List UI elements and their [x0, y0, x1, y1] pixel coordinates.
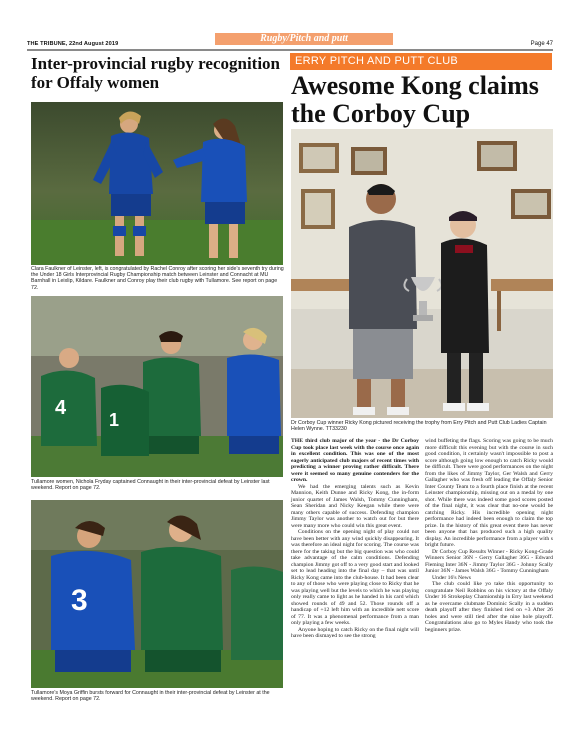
article-paragraph: wind buffeting the flags. Scoring was going to be much more difficult this evening but with the course in such good condition, it certainly wasn't impossible to post a score although going low enough to catch Ricky would be difficult. There were good performances on the night from the likes of Jimmy Taylor, Ger Walsh and Gerry Gallagher who was fresh off leading the Offaly Senior Inter County Team to a fourth place finish at the recent Leinster championship, missing out on a medal by one shot. While there was indeed some good scores posted of the final night, it was clear that no-one would be catching Ricky. His incredible opening night performance had indeed been enough to claim the top prize. In the history of this great event there has never been anyone that has produced such a high quality display. An incredible performance from a player with s bright future.: [425, 438, 553, 548]
section-tab: Rugby/Pitch and putt: [215, 33, 393, 45]
svg-text:4: 4: [55, 397, 67, 419]
left-headline: Inter-provincial rugby recognition for Offaly women: [31, 54, 281, 92]
page-number: Page 47: [530, 41, 553, 47]
svg-text:1: 1: [109, 410, 120, 430]
header-rule: [27, 49, 553, 51]
photo-griffin-forward: [31, 500, 283, 688]
article-column-1: [291, 438, 419, 640]
article-paragraph: The club could like yo take this opportunity to congratulate Neil Robbins on his victory at the Offaly Under 16 Strokeplay Chamionship in Erry last weekend as he overcame clubmate Dominic Scally in a sudden death playoff after they finished tied on +3 After 26 holes and were still tied after the nine hole playoff. Congratulations also go to Myles Handy who took the beginners prize.: [425, 581, 553, 633]
article-lead-paragraph: THE third club major of the year - the Dr Corboy Cup took place last week with the course once again in excellent condition. This was one of the most eagerly anticipated club majors of recent times with predicting a winner proving rather difficult. There were it seemed so many genuine contenders for the crown.: [291, 438, 419, 483]
article-column-2: [425, 438, 553, 633]
club-banner-text: ERRY PITCH AND PUTT CLUB: [295, 55, 459, 67]
article-paragraph: Conditions on the opening night of play could not have been better with any wind quickly disappearing. It was therefore an ideal night for scoring. The course was there for the taking but the big question was who could take advantage of the calm conditions. Defending champion Jimmy got off to a very good start and looked set to lead heading into the final day – that was until Ricky Kong came into the club-house. It had been clear to any of those who were playing close to Ricky that he was playing well but the levels to which he was playing only really came to light as he handed in his card which showed rounds of 49 and 52. Those rounds off a handicap of +12 left him with an incredible nett score of 77. It was a phenomenal performance from a man only playing a few weeks.: [291, 529, 419, 626]
photo-fryday-connacht: [31, 296, 283, 477]
photo-corboy-cup-presentation: [291, 129, 553, 418]
caption-trophy-photo: Dr Corboy Cup winner Ricky Kong pictured receiving the trophy from Erry Pitch and Putt Club Ladies Captain Helen Wynne. TT33230: [291, 420, 547, 433]
caption-photo-2: Tullamore women, Nichola Fryday captained Connaught in their inter-provincial defeat by Leinster last weekend. Report on page 72.: [31, 479, 270, 492]
caption-photo-1: Clara Faulkner of Leinster, left, is congratulated by Rachel Conroy after scoring her side's seventh try during the Under 18 Girls Interprovincial Rugby Championship match between Leinster and Connacht at MU Barnhall in Leixlip, Kildare. Faulkner and Conroy play their club rugby with Tullamore. See report on page 72.: [31, 266, 284, 291]
article-paragraph: We had the emerging talents such as Kevin Mannion, Keith Dunne and Ricky Kong, the in-form junior quartet of James Walsh, Tommy Cunningham, Sean Sheridan and Nicky Keegan while there were many others capable of success. Defending champion Jimmy Taylor was another to watch out for but there were many more who could win this great event.: [291, 483, 419, 529]
svg-text:3: 3: [71, 584, 88, 617]
caption-photo-3: Tullamore's Moya Griffin bursts forward for Connaught in their inter-provincial defeat by Leinster at the weekend. Report on page 72.: [31, 690, 270, 703]
article-paragraph: Anyone hoping to catch Ricky on the final night will have been dismayed to see the strong: [291, 626, 419, 639]
results-paragraph: Dr Corboy Cup Results Winner - Ricky Kong-Grade Winners Senior 36N - Gerry Gallagher 36G - Edward Fleming Inter 36N - Jimmy Taylor 36G - Johnny Scally Junior 36N - James Walsh 36G - Tommy Cunningham: [425, 548, 553, 574]
publication-date: THE TRIBUNE, 22nd August 2019: [27, 41, 119, 47]
photo-leinster-celebration: [31, 102, 283, 265]
club-banner: [290, 53, 552, 70]
right-headline: Awesome Kong claims the Corboy Cup: [291, 71, 539, 128]
subheading-under-16: Under 16's News: [432, 574, 471, 581]
